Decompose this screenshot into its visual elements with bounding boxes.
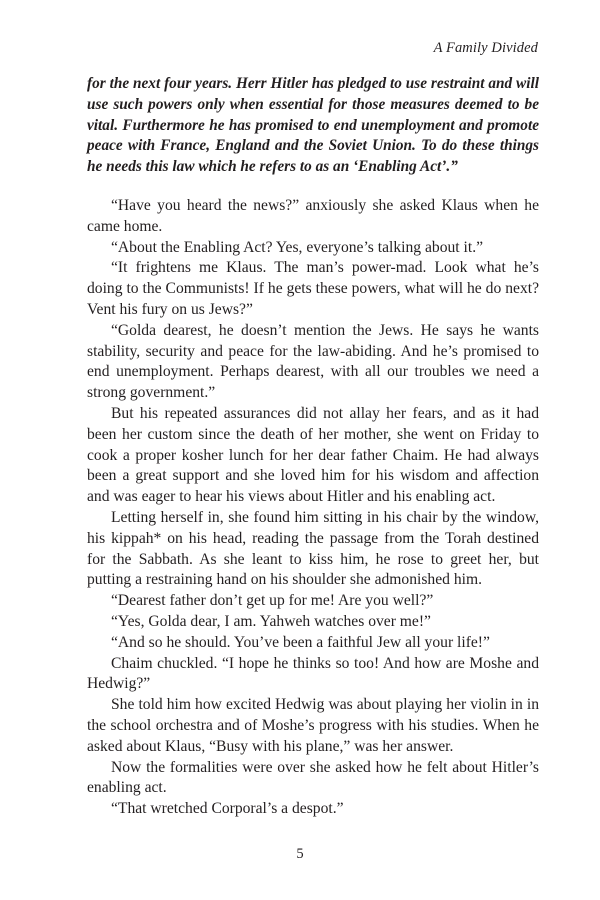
paragraph: “Yes, Golda dear, I am. Yahweh watches over me!” — [111, 612, 431, 630]
page-number: 5 — [296, 846, 304, 862]
paragraph: “About the Enabling Act? Yes, everyone’s talking about it.” — [111, 238, 484, 256]
paragraph: “Dearest father don’t get up for me! Are you well?” — [111, 592, 434, 610]
bold-italic-quote: for the next four years. Herr Hitler has pledged to use restraint and will use such powers only when essential for those measures deemed to be vital. Furthermore he has promised to end unemployment and promote peace with France, England and the Soviet Union. To do these things he needs this law which he refers to as an ‘Enabling Act’.” — [87, 75, 539, 176]
paragraph: Letting herself in, she found him sitting in his chair by the window, his kippah* on his head, reading the passage from the Torah destined for the Sabbath. As she leant to kiss him, he rose to greet her, but putting a restraining hand on his shoulder she admonished him. — [87, 508, 539, 589]
paragraph: Chaim chuckled. “I hope he thinks so too! And how are Moshe and Hedwig?” — [87, 654, 539, 693]
paragraph: But his repeated assurances did not allay her fears, and as it had been her custom since the death of her mother, she went on Friday to cook a proper kosher lunch for her dear father Chaim. He had always been a great support and she loved him for his wisdom and affection and was eager to hear his views about Hitler and his enabling act. — [87, 404, 539, 506]
paragraph: “Golda dearest, he doesn’t mention the Jews. He says he wants stability, security and peace for the law-abiding. And he’s promised to end unemployment. Perhaps dearest, with all our troubles we need a strong government.” — [87, 321, 539, 402]
paragraph: “And so he should. You’ve been a faithful Jew all your life!” — [111, 633, 490, 651]
paragraph: “Have you heard the news?” anxiously she asked Klaus when he came home. — [87, 197, 539, 235]
paragraph: “That wretched Corporal’s a despot.” — [111, 800, 344, 818]
paragraph: Now the formalities were over she asked how he felt about Hitler’s enabling act. — [87, 758, 539, 797]
body-text — [87, 196, 539, 820]
paragraph: She told him how excited Hedwig was about playing her violin in in the school orchestra and of Moshe’s progress with his studies. When he asked about Klaus, “Busy with his plane,” was her answer. — [87, 696, 539, 755]
paragraph: “It frightens me Klaus. The man’s power-mad. Look what he’s doing to the Communists! If he gets these powers, what will he do next? Vent his fury on us Jews?” — [87, 259, 539, 318]
running-header: A Family Divided — [433, 40, 538, 56]
